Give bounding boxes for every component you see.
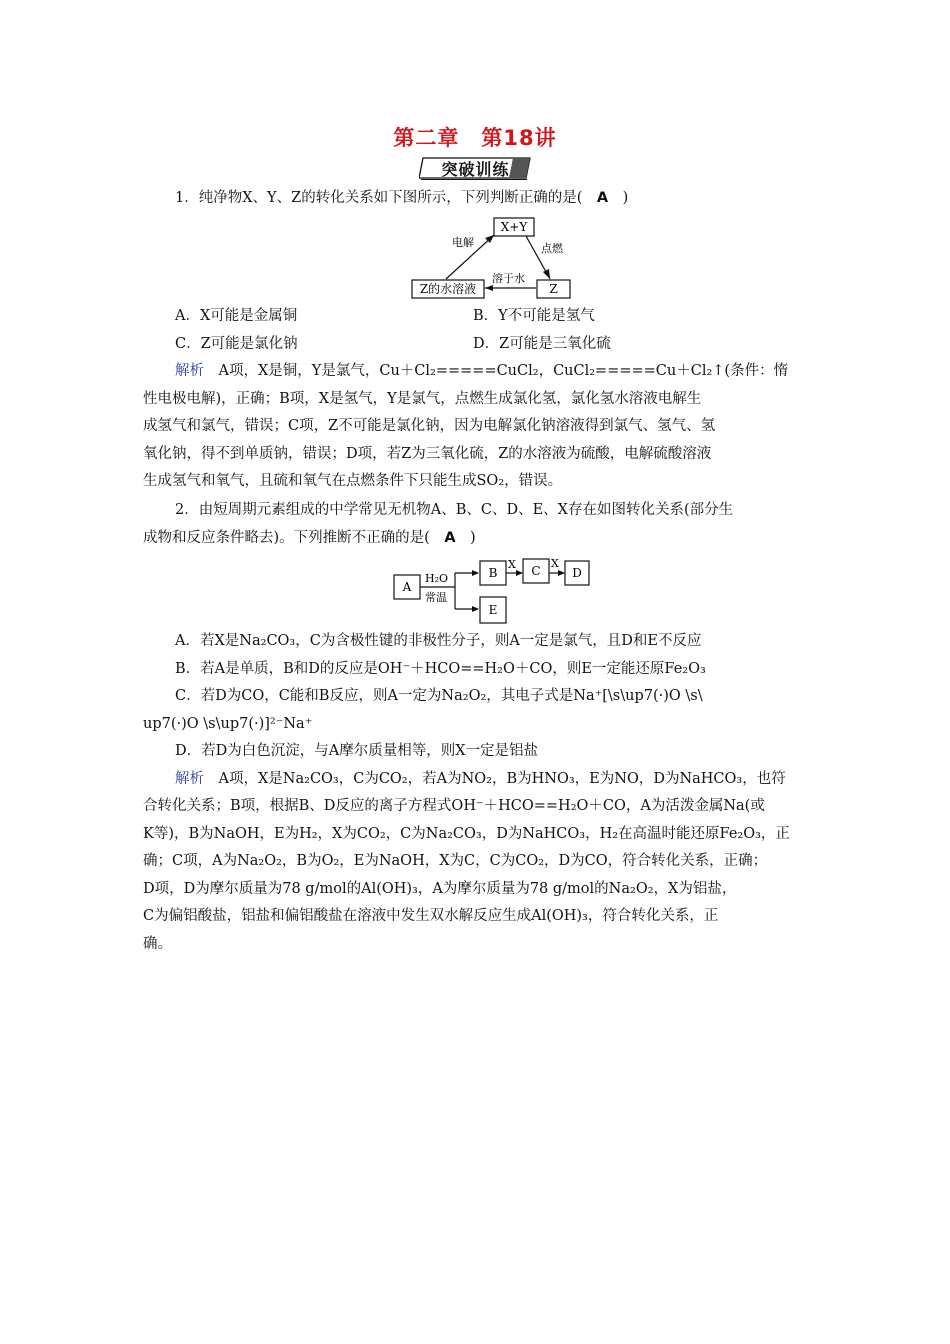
question-2-stem-text: 成物和反应条件略去)。下列推断不正确的是(	[143, 529, 445, 546]
question-1-option-b: B．Y不可能是氢气	[473, 308, 595, 324]
question-2	[143, 497, 807, 552]
question-2-stem-line-1: 2．由短周期元素组成的中学常见无机物A、B、C、D、E、X存在如图转化关系(部分生	[175, 502, 734, 518]
banner-title: 突破训练	[441, 160, 510, 179]
question-2-analysis-line-4: 确；C项，A为Na₂O₂，B为O₂，E为NaOH，X为C，C为CO₂，D为CO，符合转化关系，正确；	[143, 853, 768, 869]
question-2-analysis-line-1	[143, 766, 807, 794]
label-water: H₂O	[425, 572, 449, 585]
question-1-options-row-1	[143, 303, 807, 331]
question-1-option-c: C．Z可能是氯化钠	[175, 335, 298, 352]
question-1-options-row-2	[143, 331, 807, 359]
arrow-b-to-c-head	[516, 570, 523, 576]
question-2-diagram	[391, 556, 591, 632]
question-2-analysis-line-3: K等)，B为NaOH，E为H₂，X为CO₂，C为Na₂CO₃，D为NaHCO₃，H₂在高温时能还原Fe₂O₃，正	[143, 825, 790, 842]
box-z-solution-label: Z的水溶液	[419, 282, 477, 296]
box-d-label: D	[572, 566, 582, 580]
box-b-label: B	[488, 566, 498, 580]
question-2-analysis-line-6: C为偏铝酸盐，铝盐和偏铝酸盐在溶液中发生双水解反应生成Al(OH)₃，符合转化关系，正	[143, 908, 719, 924]
page-title: 第二章 第18讲	[393, 126, 557, 150]
question-1-diagram	[408, 214, 578, 306]
question-1-analysis-line-4: 氧化钠，得不到单质钠，错误；D项，若Z为三氧化硫，Z的水溶液为硫酸，电解硫酸溶液	[143, 445, 712, 462]
question-2-option-c: C．若D为CO，C能和B反应，则A一定为Na₂O₂，其电子式是Na⁺[\s\up7(·)O \s\	[175, 688, 703, 704]
section-banner	[419, 156, 532, 180]
question-2-stem-line-2	[143, 525, 807, 553]
label-room-temp: 常温	[425, 591, 447, 604]
box-x-plus-y-label: X+Y	[500, 220, 528, 234]
question-1-stem-close: )	[608, 190, 629, 206]
question-2-analysis-line-2: 合转化关系；B项，根据B、D反应的离子方程式OH⁻＋HCO==H₂O＋CO，A为活泼金属Na(或	[143, 798, 765, 814]
label-dissolve: 溶于水	[492, 272, 525, 285]
question-2-option-c-cont: up7(·)O \s\up7(·)]²⁻Na⁺	[143, 715, 313, 732]
question-1-option-d: D．Z可能是三氧化硫	[473, 335, 611, 352]
question-2-analysis-line-5: D项，D为摩尔质量为78 g/mol的Al(OH)₃，A为摩尔质量为78 g/mol的Na₂O₂，X为铝盐，	[143, 880, 737, 897]
question-2-answer: A	[444, 529, 456, 546]
label-x-1: X	[508, 558, 516, 571]
question-2-analysis-line-7: 确。	[143, 935, 172, 952]
label-ignite: 点燃	[541, 242, 563, 255]
analysis-label: 解析	[175, 363, 204, 379]
question-2-body	[143, 628, 807, 958]
question-1-analysis-line-1	[143, 358, 807, 386]
question-1	[143, 185, 807, 213]
box-e-label: E	[488, 603, 498, 617]
label-x-2: X	[551, 557, 559, 570]
question-2-option-b: B．若A是单质，B和D的反应是OH⁻＋HCO==H₂O＋CO，则E一定能还原Fe₂O₃	[175, 660, 706, 677]
arrow-dissolve-head	[485, 285, 493, 291]
question-1-analysis-line-3: 成氢气和氯气，错误；C项，Z不可能是氯化钠，因为电解氯化钠溶液得到氯气、氢气、氢	[143, 418, 716, 434]
question-1-analysis-line-5: 生成氢气和氧气，且硫和氧气在点燃条件下只能生成SO₂，错误。	[143, 473, 563, 489]
question-2-option-d: D．若D为白色沉淀，与A摩尔质量相等，则X一定是铝盐	[175, 743, 539, 759]
question-1-option-a: A．X可能是金属铜	[175, 308, 298, 324]
box-a-label: A	[402, 580, 412, 594]
question-1-stem-text: 1．纯净物X、Y、Z的转化关系如下图所示，下列判断正确的是(	[175, 190, 597, 206]
question-2-stem-close: )	[455, 529, 476, 546]
question-2-option-a: A．若X是Na₂CO₃，C为含极性键的非极性分子，则A一定是氯气，且D和E不反应	[175, 633, 702, 649]
question-1-analysis-line-2: 性电极电解)，正确；B项，X是氢气，Y是氯气，点燃生成氯化氢，氯化氢水溶液电解生	[143, 390, 702, 407]
box-c-label: C	[531, 564, 541, 578]
analysis-label: 解析	[175, 770, 204, 787]
arrow-to-b-head	[472, 570, 479, 576]
question-1-body	[143, 303, 807, 496]
label-electrolysis: 电解	[452, 236, 474, 249]
arrow-ignite-head	[543, 269, 550, 279]
arrow-to-e-head	[472, 606, 479, 612]
arrow-c-to-d-head	[558, 570, 565, 576]
analysis-text: A项，X是Na₂CO₃，C为CO₂，若A为NO₂，B为HNO₃，E为NO，D为NaHCO₃，也符	[204, 770, 786, 787]
question-1-stem	[143, 185, 807, 213]
question-1-answer: A	[596, 190, 609, 206]
analysis-text: A项，X是铜，Y是氯气，Cu＋Cl₂=====CuCl₂，CuCl₂=====Cu＋Cl₂↑(条件：惰	[204, 363, 789, 379]
box-z-label: Z	[549, 282, 558, 296]
